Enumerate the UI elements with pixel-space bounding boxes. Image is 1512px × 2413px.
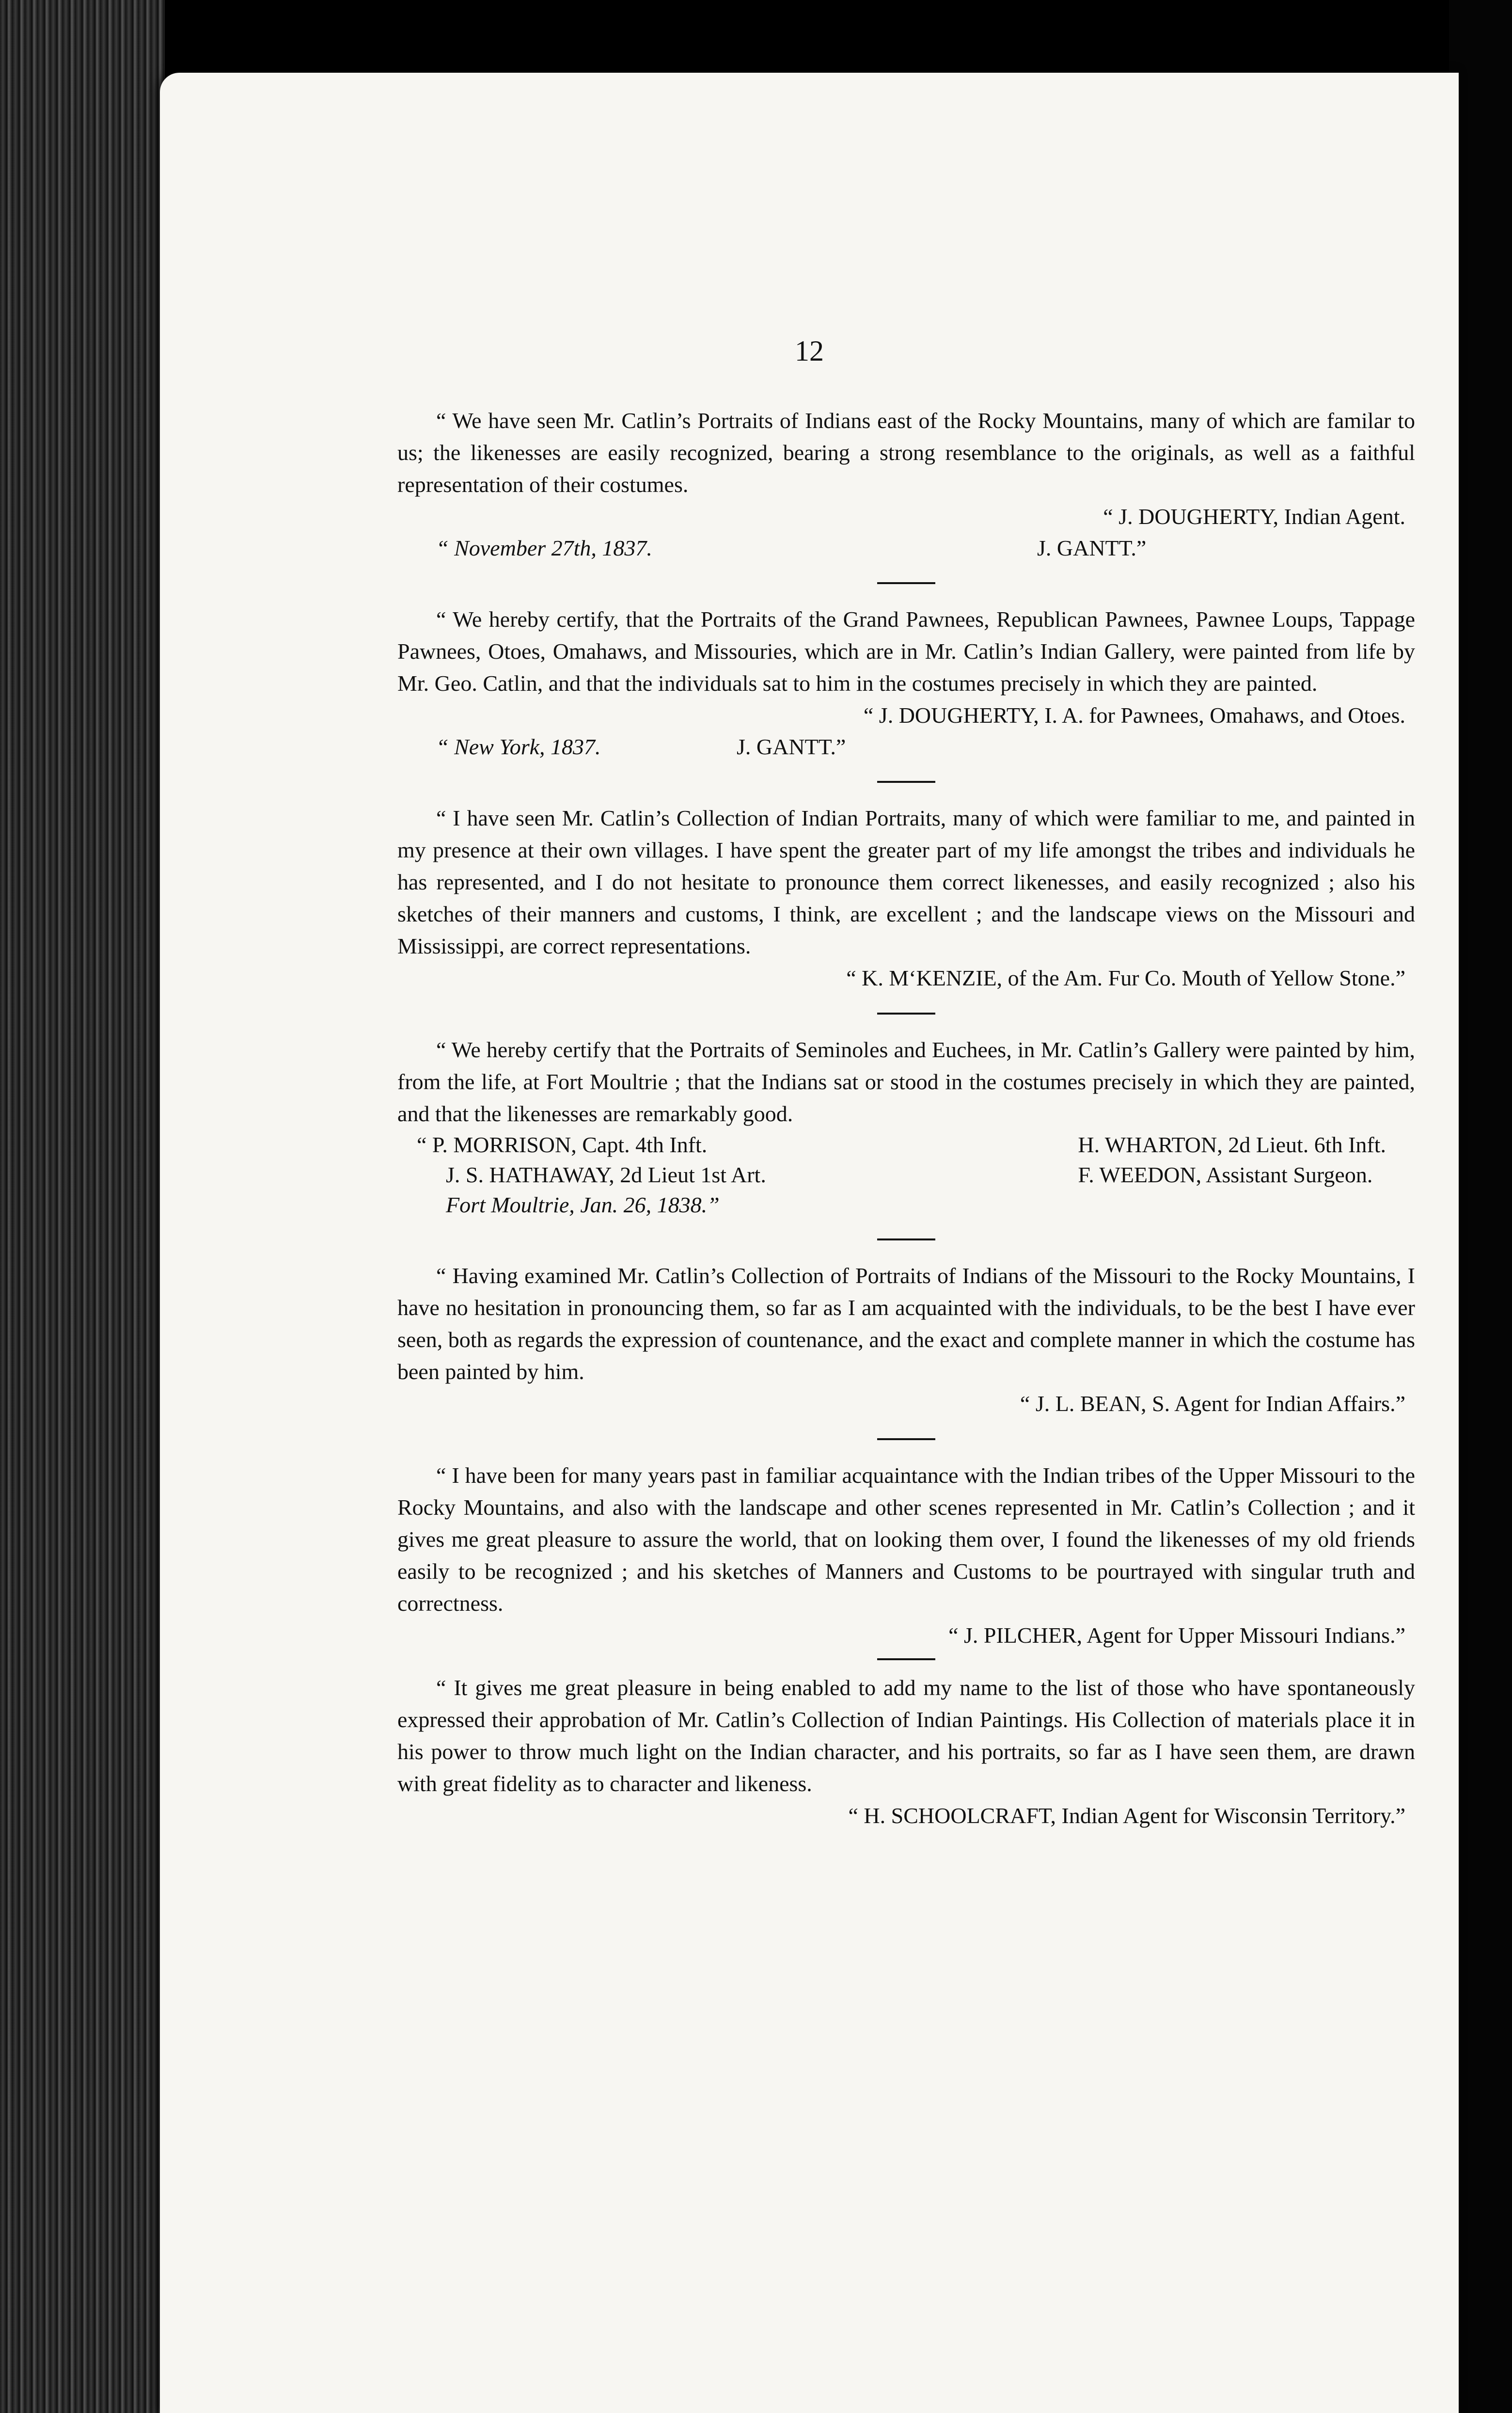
second-signer: J. GANTT.” [1037,536,1147,560]
testimonial-signature: “ J. L. BEAN, S. Agent for Indian Affairs.” [1020,1391,1405,1416]
testimonial-signature: “ H. SCHOOLCRAFT, Indian Agent for Wisconsin Territory.” [848,1803,1405,1828]
signer: “ P. MORRISON, Capt. 4th Inft. [417,1132,708,1157]
testimonial-body: “ It gives me great pleasure in being enabled to add my name to the list of those who have spontaneously expressed their approbation of Mr. Catlin’s Collection of Indian Paintings. His Collection of materials place it in his power to throw much light on the Indian character, and his portraits, so far as I have seen them, are drawn with great fidelity as to character and likeness. [397,1675,1415,1796]
signers-right [1078,1130,1415,1220]
signer: F. WEEDON, Assistant Surgeon. [1078,1162,1373,1187]
testimonial-7 [397,1672,1415,1832]
date-signer-row [397,533,1415,564]
testimonial-date: “ New York, 1837. [436,734,601,759]
signers-left [397,1130,766,1220]
section-divider [877,1013,935,1015]
testimonial-signature: “ J. PILCHER, Agent for Upper Missouri Indians.” [948,1623,1405,1648]
signers-columns [397,1130,1415,1220]
section-divider [877,1238,935,1240]
testimonial-2 [397,603,1415,762]
section-divider [877,1438,935,1440]
testimonial-body: “ We hereby certify, that the Portraits of the Grand Pawnees, Republican Pawnees, Pawnee Loups, Tappage Pawnees, Otoes, Omahaws, and Missouries, which are in Mr. Catlin’s Indian Gallery, were painted from life by Mr. Geo. Catlin, and that the individuals sat to him in the costumes precisely in which they are painted. [397,607,1415,696]
testimonial-signature: “ J. DOUGHERTY, Indian Agent. [1103,504,1405,529]
second-signer: J. GANTT.” [737,734,846,759]
date-signer-row [397,731,1415,762]
testimonial-3 [397,802,1415,994]
scan-left-margin [0,0,165,2413]
section-divider [877,1658,935,1660]
testimonial-5 [397,1260,1415,1420]
page-number: 12 [795,335,824,367]
testimonial-body: “ We hereby certify that the Portraits of Seminoles and Euchees, in Mr. Catlin’s Gallery were painted by him, from the life, at Fort Moultrie ; that the Indians sat or stood in the costumes precisely in which they are painted, and that the likenesses are remarkably good. [397,1037,1415,1126]
testimonial-body: “ I have been for many years past in familiar acquaintance with the Indian tribes of the Upper Missouri to the Rocky Mountains, and also with the landscape and other scenes represented in Mr. Catlin’s Collection ; and it gives me great pleasure to assure the world, that on looking them over, I found the likenesses of my old friends easily to be recognized ; and his sketches of Manners and Customs to be pourtrayed with singular truth and correctness. [397,1463,1415,1616]
testimonial-body: “ Having examined Mr. Catlin’s Collection of Portraits of Indians of the Missouri to the Rocky Mountains, I have no hesitation in pronouncing them, so far as I am acquainted with the individuals, to be the best I have ever seen, both as regards the expression of countenance, and the exact and complete manner in which the costume has been painted by him. [397,1263,1415,1384]
signer: J. S. HATHAWAY, 2d Lieut 1st Art. [446,1162,766,1187]
testimonial-4 [397,1034,1415,1220]
testimonial-6 [397,1460,1415,1651]
section-divider [877,582,935,584]
testimonial-body: “ I have seen Mr. Catlin’s Collection of Indian Portraits, many of which were familiar to me, and painted in my presence at their own villages. I have spent the greater part of my life amongst the tribes and individuals he has represented, and I do not hesitate to pronounce them correct likenesses, and easily recognized ; also his sketches of their manners and customs, I think, are excellent ; and the landscape views on the Missouri and Mississippi, are correct representations. [397,806,1415,958]
testimonial-body: “ We have seen Mr. Catlin’s Portraits of Indians east of the Rocky Mountains, many of which are familar to us; the likenesses are easily recognized, bearing a strong resemblance to the originals, as well as a faithful representation of their costumes. [397,408,1415,497]
testimonial-signature: “ K. M‘KENZIE, of the Am. Fur Co. Mouth of Yellow Stone.” [846,966,1405,990]
signers-place-date: Fort Moultrie, Jan. 26, 1838.” [446,1192,720,1217]
page-content [397,405,1415,1832]
section-divider [877,781,935,783]
signer: H. WHARTON, 2d Lieut. 6th Inft. [1078,1132,1386,1157]
testimonial-date: “ November 27th, 1837. [436,536,652,560]
testimonial-signature: “ J. DOUGHERTY, I. A. for Pawnees, Omahaws, and Otoes. [863,703,1405,728]
testimonial-1 [397,405,1415,564]
